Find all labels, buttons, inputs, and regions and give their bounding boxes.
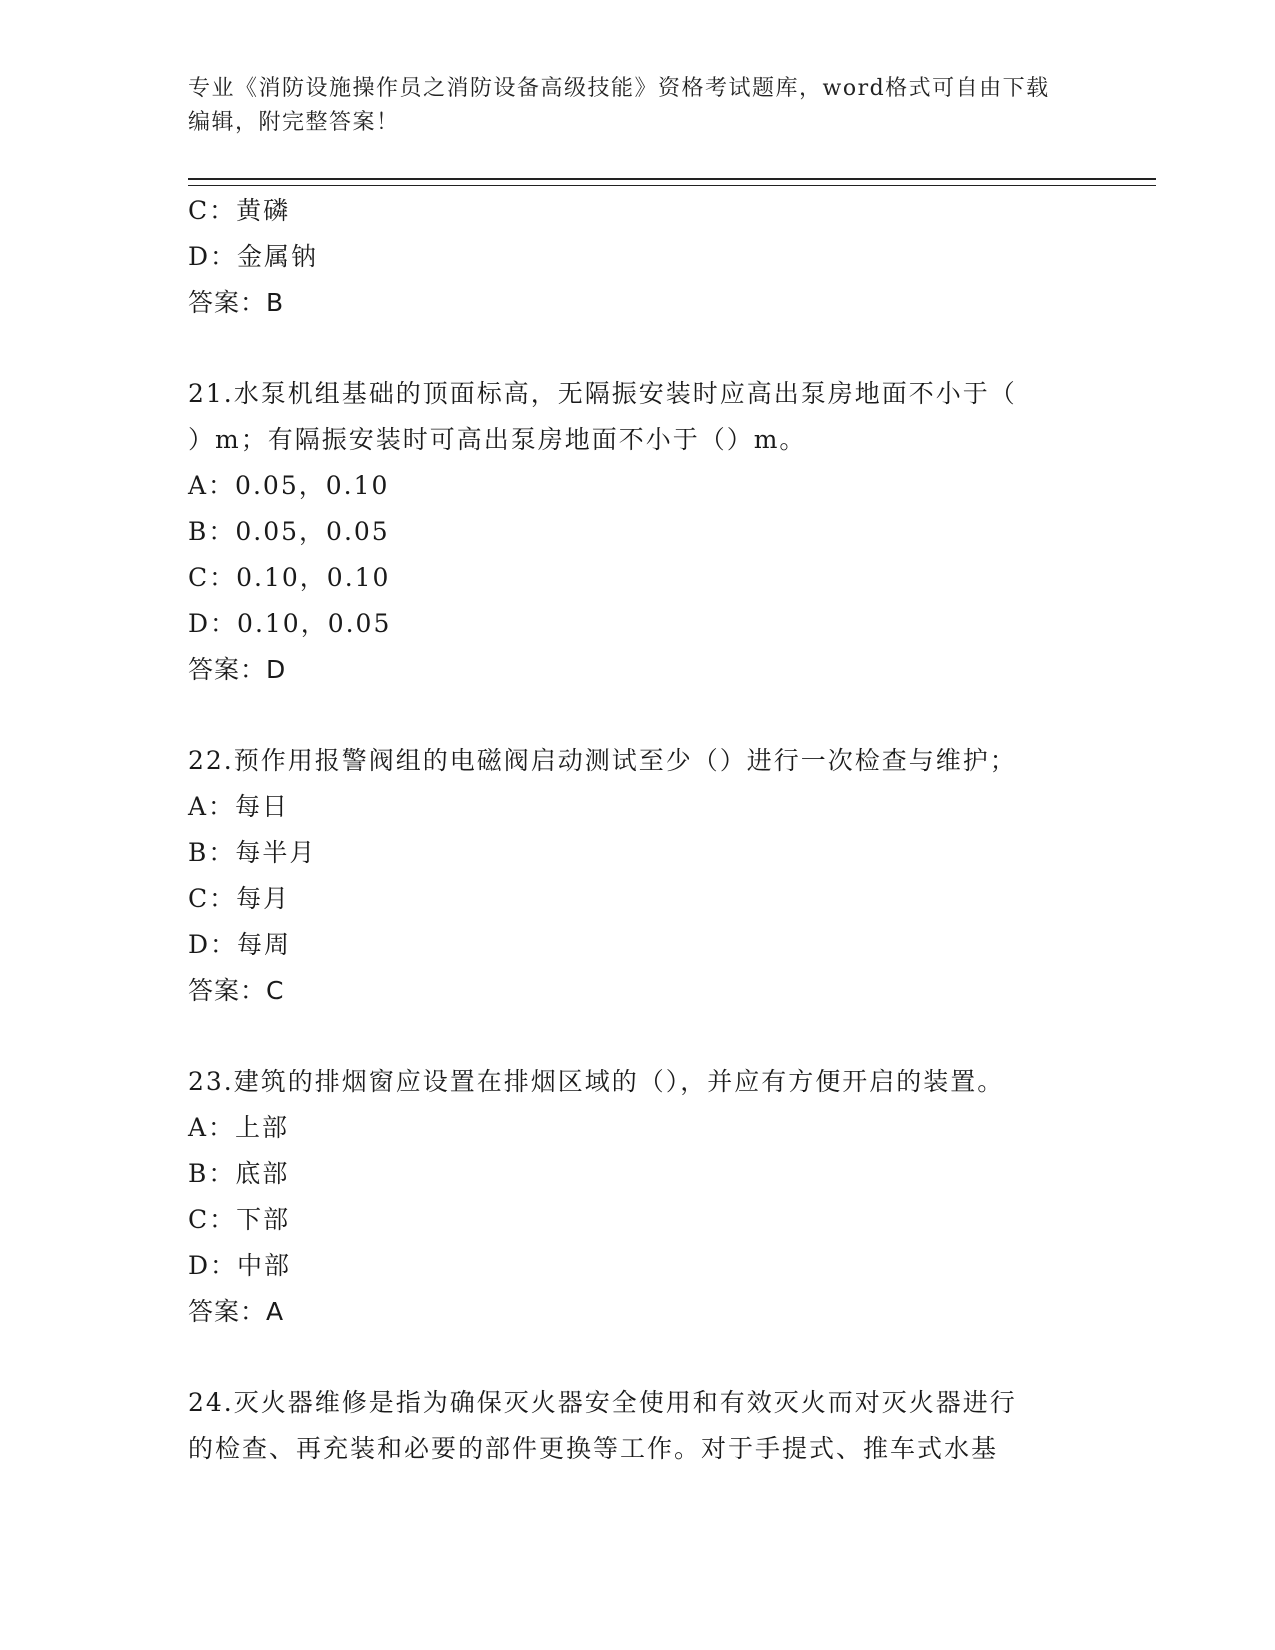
question-text: 22.预作用报警阀组的电磁阀启动测试至少（）进行一次检查与维护； [188,746,1017,775]
question-21 [188,371,1088,693]
header-divider [188,178,1156,186]
answer-line: 答案：C [188,976,285,1005]
answer-line: 答案：B [188,288,285,317]
option-d: D：每周 [188,930,292,959]
answer-line: 答案：A [188,1297,285,1326]
spacer [188,1335,1088,1380]
question-22 [188,738,1088,1014]
option-a: A：每日 [188,792,290,821]
option-a: A：0.05，0.10 [188,471,390,500]
option-c: C：每月 [188,884,291,913]
answer-line: 答案：D [188,655,287,684]
option-a: A：上部 [188,1113,290,1142]
option-d: D：0.10，0.05 [188,609,392,638]
spacer [188,693,1088,738]
spacer [188,326,1088,371]
option-c: C：黄磷 [188,196,291,225]
option-c: C：0.10，0.10 [188,563,391,592]
document-header-title: 专业《消防设施操作员之消防设备高级技能》资格考试题库，word格式可自由下载编辑，附完整答案！ [188,76,1050,135]
option-c: C：下部 [188,1205,291,1234]
spacer [188,1014,1088,1059]
question-24 [188,1380,1088,1472]
question-text: 24.灭火器维修是指为确保灭火器安全使用和有效灭火而对灭火器进行 的检查、再充装和必要的部件更换等工作。对于手提式、推车式水基 [188,1388,1017,1463]
option-d: D：中部 [188,1251,292,1280]
question-text: 23.建筑的排烟窗应设置在排烟区域的（），并应有方便开启的装置。 [188,1067,1005,1096]
previous-question-tail [188,188,1088,326]
option-b: B：0.05，0.05 [188,517,390,546]
option-b: B：每半月 [188,838,317,867]
question-content [188,188,1088,1472]
question-text: 21.水泵机组基础的顶面标高，无隔振安装时应高出泵房地面不小于（ ）m；有隔振安装时可高出泵房地面不小于（）m。 [188,379,1017,454]
option-d: D：金属钠 [188,242,319,271]
question-23 [188,1059,1088,1335]
option-b: B：底部 [188,1159,290,1188]
